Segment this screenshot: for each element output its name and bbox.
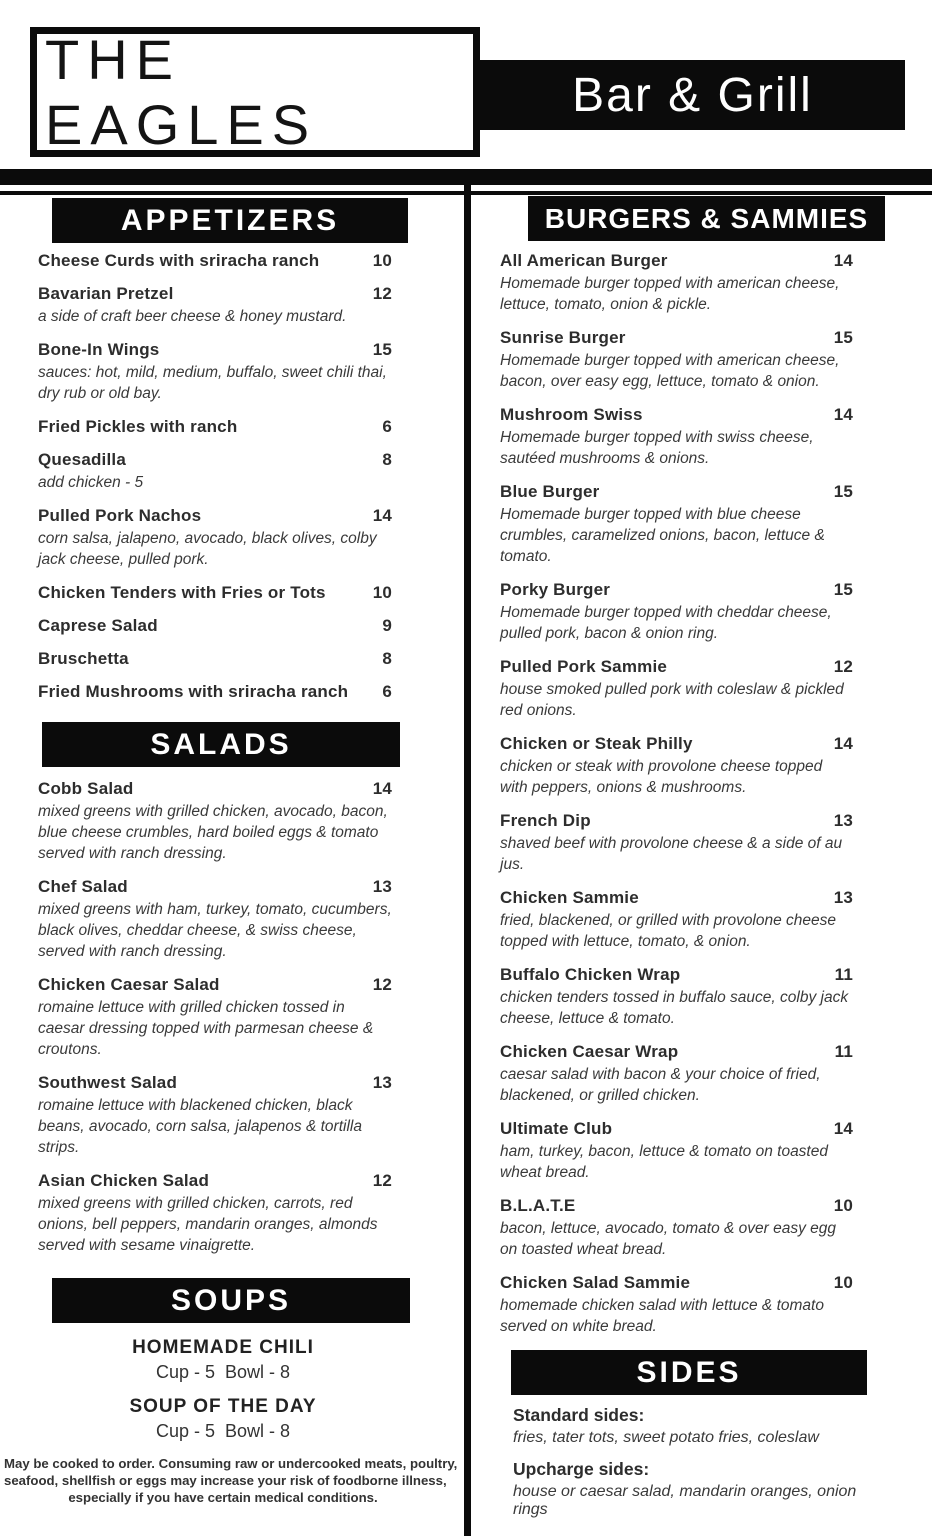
item-name: Pulled Pork Nachos bbox=[38, 506, 202, 525]
item-description: romaine lettuce with grilled chicken tossed in caesar dressing topped with parmesan cheese & croutons. bbox=[38, 999, 374, 1058]
item-price: 14 bbox=[372, 506, 392, 525]
item-price: 14 bbox=[372, 779, 392, 798]
menu-item bbox=[38, 417, 408, 437]
item-description: house smoked pulled pork with coleslaw & pickled red onions. bbox=[500, 681, 844, 719]
item-name: Cheese Curds with sriracha ranch bbox=[38, 251, 320, 270]
item-description: Homemade burger topped with cheddar cheese, pulled pork, bacon & onion ring. bbox=[500, 604, 832, 642]
item-description: mixed greens with grilled chicken, avocado, bacon, blue cheese crumbles, hard boiled eggs & tomato served with ranch dressing. bbox=[38, 803, 388, 862]
menu-item bbox=[38, 340, 408, 404]
item-description: mixed greens with ham, turkey, tomato, cucumbers, black olives, cheddar cheese, & swiss cheese, served with ranch dressing. bbox=[38, 901, 392, 960]
sides-group-items: fries, tater tots, sweet potato fries, coleslaw bbox=[513, 1429, 819, 1446]
item-name: Fried Pickles with ranch bbox=[38, 417, 238, 436]
section-soups bbox=[4, 1278, 458, 1506]
sides-group-name: Standard sides: bbox=[513, 1405, 645, 1425]
menu-item bbox=[500, 580, 868, 644]
soups-body bbox=[4, 1337, 458, 1506]
health-disclaimer bbox=[4, 1455, 458, 1506]
section-title: BURGERS & SAMMIES bbox=[544, 202, 869, 234]
menu-item bbox=[38, 877, 408, 962]
item-name: B.L.A.T.E bbox=[500, 1196, 576, 1215]
sides-group bbox=[500, 1405, 868, 1447]
item-price: 14 bbox=[833, 251, 853, 270]
item-price: 13 bbox=[833, 811, 853, 830]
item-price: 12 bbox=[372, 284, 392, 303]
item-price: 13 bbox=[372, 877, 392, 896]
item-description: ham, turkey, bacon, lettuce & tomato on toasted wheat bread. bbox=[500, 1143, 828, 1181]
item-description: homemade chicken salad with lettuce & tomato served on white bread. bbox=[500, 1297, 824, 1335]
menu-item bbox=[38, 1171, 408, 1256]
item-price: 11 bbox=[834, 965, 853, 984]
item-name: Chicken Sammie bbox=[500, 888, 639, 907]
section-sides bbox=[500, 1350, 868, 1519]
section-header-appetizers bbox=[52, 198, 408, 243]
item-description: Homemade burger topped with blue cheese crumbles, caramelized onions, bacon, lettuce & tomato. bbox=[500, 506, 825, 565]
item-name: Chicken Tenders with Fries or Tots bbox=[38, 583, 326, 602]
item-price: 6 bbox=[382, 682, 392, 701]
brand-tagline: Bar & Grill bbox=[572, 68, 813, 122]
item-name: Chicken or Steak Philly bbox=[500, 734, 693, 753]
disclaimer-line: seafood, shellfish or eggs may increase your risk of foodborne illness, bbox=[4, 1473, 447, 1488]
menu-item bbox=[38, 975, 408, 1060]
menu-item bbox=[38, 1073, 408, 1158]
item-name: Quesadilla bbox=[38, 450, 126, 469]
sides-group bbox=[500, 1459, 868, 1519]
item-price: 15 bbox=[372, 340, 392, 359]
section-header-salads bbox=[42, 722, 400, 767]
item-price: 15 bbox=[833, 328, 853, 347]
sides-group-name: Upcharge sides: bbox=[513, 1459, 650, 1479]
item-name: Chicken Caesar Salad bbox=[38, 975, 220, 994]
section-appetizers bbox=[38, 198, 408, 702]
section-header-sides bbox=[511, 1350, 867, 1395]
menu-item bbox=[38, 450, 408, 493]
item-name: Bavarian Pretzel bbox=[38, 284, 174, 303]
item-description: a side of craft beer cheese & honey mustard. bbox=[38, 308, 347, 325]
item-price: 14 bbox=[833, 405, 853, 424]
item-description: chicken tenders tossed in buffalo sauce, colby jack cheese, lettuce & tomato. bbox=[500, 989, 849, 1027]
item-price: 8 bbox=[382, 450, 392, 469]
item-description: chicken or steak with provolone cheese topped with peppers, onions & mushrooms. bbox=[500, 758, 823, 796]
item-description: Homemade burger topped with swiss cheese, sautéed mushrooms & onions. bbox=[500, 429, 814, 467]
item-price: 6 bbox=[382, 417, 392, 436]
menu-item bbox=[500, 251, 868, 315]
item-price: 12 bbox=[833, 657, 853, 676]
item-name: Porky Burger bbox=[500, 580, 611, 599]
item-description: bacon, lettuce, avocado, tomato & over easy egg on toasted wheat bread. bbox=[500, 1220, 837, 1258]
item-description: romaine lettuce with blackened chicken, black beans, avocado, corn salsa, jalapenos & tortilla strips. bbox=[38, 1097, 362, 1156]
menu-item bbox=[500, 1119, 868, 1183]
section-title: APPETIZERS bbox=[120, 203, 340, 237]
brand-logo-box bbox=[30, 27, 480, 157]
item-name: Bruschetta bbox=[38, 649, 129, 668]
section-burgers-sammies bbox=[500, 196, 868, 1337]
menu-item bbox=[500, 405, 868, 469]
item-price: 15 bbox=[833, 482, 853, 501]
menu-item bbox=[38, 779, 408, 864]
menu-item bbox=[38, 616, 408, 636]
brand-name: THE EAGLES bbox=[45, 28, 318, 156]
menu-item bbox=[500, 965, 868, 1029]
soup-sizes: Cup - 5 Bowl - 8 bbox=[155, 1362, 291, 1382]
soup-entry bbox=[38, 1337, 408, 1383]
item-name: French Dip bbox=[500, 811, 591, 830]
item-price: 14 bbox=[833, 734, 853, 753]
item-name: Pulled Pork Sammie bbox=[500, 657, 668, 676]
item-name: Sunrise Burger bbox=[500, 328, 626, 347]
sides-group-items: house or caesar salad, mandarin oranges, onion rings bbox=[513, 1483, 857, 1518]
item-name: Chicken Caesar Wrap bbox=[500, 1042, 679, 1061]
item-description: fried, blackened, or grilled with provolone cheese topped with lettuce, tomato, & onion. bbox=[500, 912, 837, 950]
menu-item bbox=[500, 1273, 868, 1337]
menu-item bbox=[500, 657, 868, 721]
menu-item bbox=[38, 506, 408, 570]
item-price: 13 bbox=[833, 888, 853, 907]
item-description: shaved beef with provolone cheese & a side of au jus. bbox=[500, 835, 843, 873]
item-name: All American Burger bbox=[500, 251, 668, 270]
menu-item bbox=[500, 734, 868, 798]
item-price: 10 bbox=[833, 1196, 853, 1215]
item-description: mixed greens with grilled chicken, carrots, red onions, bell peppers, mandarin oranges, almonds served with sesame vinaigrette. bbox=[38, 1195, 378, 1254]
menu-item bbox=[500, 328, 868, 392]
item-price: 13 bbox=[372, 1073, 392, 1092]
section-title: SALADS bbox=[150, 727, 292, 761]
soup-name: HOMEMADE CHILI bbox=[132, 1337, 314, 1358]
item-name: Caprese Salad bbox=[38, 616, 158, 635]
item-description: add chicken - 5 bbox=[38, 474, 144, 491]
section-header-burgers-sammies bbox=[528, 196, 885, 241]
soup-entry bbox=[38, 1396, 408, 1442]
menu-item bbox=[38, 682, 408, 702]
item-name: Chef Salad bbox=[38, 877, 128, 896]
soup-name: SOUP OF THE DAY bbox=[129, 1396, 317, 1417]
menu-item bbox=[38, 251, 408, 271]
menu-item bbox=[38, 284, 408, 327]
item-name: Chicken Salad Sammie bbox=[500, 1273, 691, 1292]
section-header-soups bbox=[52, 1278, 410, 1323]
menu-item bbox=[500, 482, 868, 567]
menu-item bbox=[500, 1196, 868, 1260]
item-price: 10 bbox=[372, 251, 392, 270]
item-price: 12 bbox=[372, 1171, 392, 1190]
item-name: Asian Chicken Salad bbox=[38, 1171, 210, 1190]
soup-sizes: Cup - 5 Bowl - 8 bbox=[155, 1421, 291, 1441]
menu-item bbox=[38, 649, 408, 669]
item-price: 9 bbox=[382, 616, 392, 635]
item-name: Buffalo Chicken Wrap bbox=[500, 965, 681, 984]
section-title: SOUPS bbox=[170, 1283, 292, 1317]
item-name: Mushroom Swiss bbox=[500, 405, 643, 424]
item-price: 12 bbox=[372, 975, 392, 994]
section-title: SIDES bbox=[636, 1355, 742, 1389]
right-column bbox=[500, 196, 868, 1531]
item-name: Fried Mushrooms with sriracha ranch bbox=[38, 682, 349, 701]
item-price: 15 bbox=[833, 580, 853, 599]
item-price: 10 bbox=[833, 1273, 853, 1292]
item-name: Ultimate Club bbox=[500, 1119, 613, 1138]
column-divider bbox=[464, 169, 471, 1536]
item-description: caesar salad with bacon & your choice of fried, blackened, or grilled chicken. bbox=[500, 1066, 821, 1104]
item-description: Homemade burger topped with american cheese, lettuce, tomato, onion & pickle. bbox=[500, 275, 840, 313]
brand-tagline-bar bbox=[480, 60, 905, 130]
item-name: Cobb Salad bbox=[38, 779, 134, 798]
item-name: Southwest Salad bbox=[38, 1073, 178, 1092]
disclaimer-line: especially if you have certain medical conditions. bbox=[68, 1490, 378, 1505]
item-name: Blue Burger bbox=[500, 482, 600, 501]
item-price: 8 bbox=[382, 649, 392, 668]
item-description: corn salsa, jalapeno, avocado, black olives, colby jack cheese, pulled pork. bbox=[38, 530, 377, 568]
menu-item bbox=[38, 583, 408, 603]
disclaimer-line: May be cooked to order. Consuming raw or undercooked meats, poultry, bbox=[4, 1456, 458, 1471]
item-price: 14 bbox=[833, 1119, 853, 1138]
item-name: Bone-In Wings bbox=[38, 340, 160, 359]
menu-item bbox=[500, 1042, 868, 1106]
item-price: 10 bbox=[372, 583, 392, 602]
section-salads bbox=[38, 722, 408, 1256]
item-description: Homemade burger topped with american cheese, bacon, over easy egg, lettuce, tomato & onion. bbox=[500, 352, 840, 390]
item-description: sauces: hot, mild, medium, buffalo, sweet chili thai, dry rub or old bay. bbox=[38, 364, 387, 402]
left-column bbox=[4, 198, 458, 1506]
item-price: 11 bbox=[834, 1042, 853, 1061]
menu-item bbox=[500, 888, 868, 952]
menu-item bbox=[500, 811, 868, 875]
